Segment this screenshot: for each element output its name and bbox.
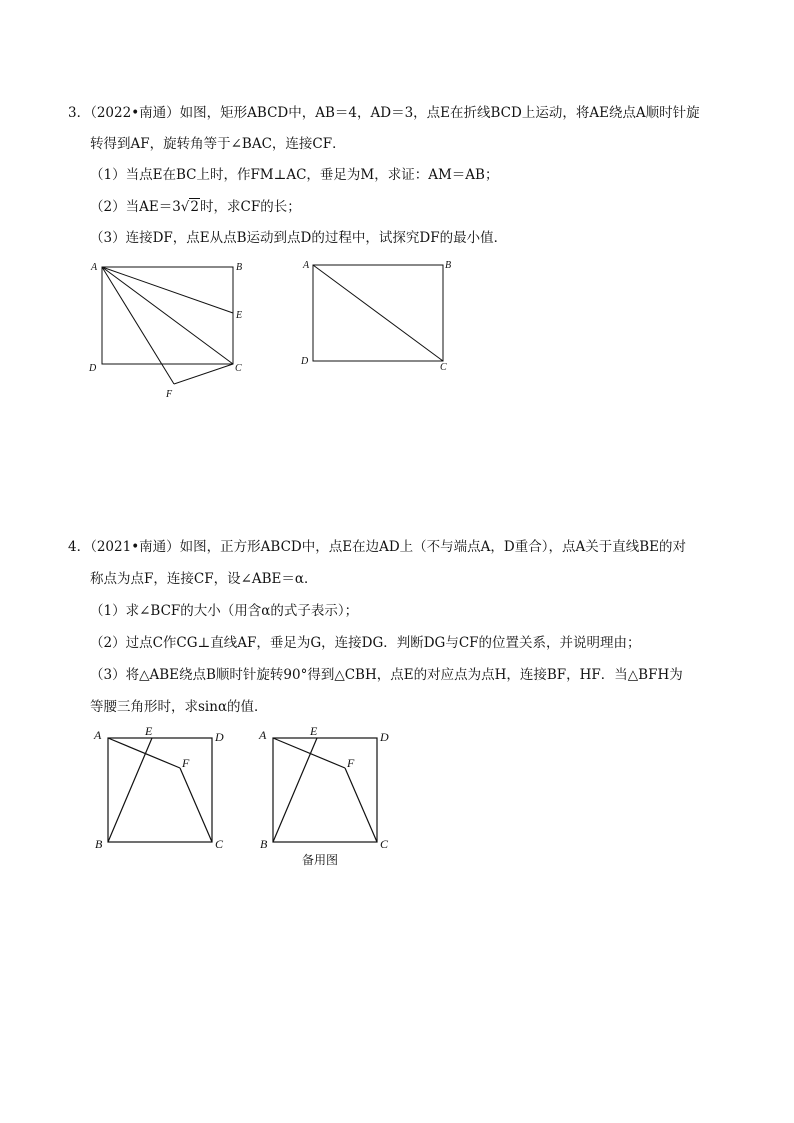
q3-part2 bbox=[90, 198, 301, 216]
q3-fig2-label-d: D bbox=[301, 356, 309, 367]
q4-part1: （1）求∠BCF的大小（用含α的式子表示）； bbox=[90, 603, 359, 619]
q4-part2: （2）过点C作CG⊥直线AF，垂足为G，连接DG．判断DG与CF的位置关系，并说明理由； bbox=[90, 635, 641, 651]
q3-fig2-label-a: A bbox=[303, 260, 310, 271]
q4-fig1-segment-af bbox=[108, 738, 180, 768]
q3-fig2-label-b: B bbox=[445, 260, 452, 271]
q3-fig1-segment-ae bbox=[102, 267, 233, 313]
q4-fig2-label-d: D bbox=[380, 730, 389, 744]
q3-fig1-label-d: D bbox=[89, 363, 97, 374]
q4-fig1-label-a: A bbox=[94, 728, 102, 742]
q3-line2: 转得到AF，旋转角等于∠BAC，连接CF． bbox=[90, 136, 346, 152]
q3-part2-post: 时，求CF的长； bbox=[200, 199, 301, 215]
q4-fig2-segment-fc bbox=[345, 768, 377, 842]
q4-part3: （3）将△ABE绕点B顺时针旋转90°得到△CBH，点E的对应点为点H，连接BF，HF．当△BFH为 bbox=[90, 667, 683, 683]
q4-line1: 4．（2021•南通）如图，正方形ABCD中，点E在边AD上（不与端点A，D重合），点A关于直线BE的对 bbox=[68, 539, 687, 555]
q4-fig2-caption: 备用图 bbox=[302, 853, 339, 867]
q3-fig1-label-e: E bbox=[236, 310, 243, 321]
q3-fig1-segment-cf bbox=[174, 364, 233, 384]
q3-fig1-label-c: C bbox=[235, 363, 242, 374]
q3-fig1-diagonal-ac bbox=[102, 267, 233, 364]
q4-fig1-square bbox=[108, 738, 212, 842]
q3-fig1-rectangle bbox=[102, 267, 233, 364]
q4-part3-continued: 等腰三角形时，求sinα的值． bbox=[90, 699, 268, 715]
q3-part3: （3）连接DF，点E从点B运动到点D的过程中，试探究DF的最小值． bbox=[90, 230, 508, 246]
q4-fig2-label-c: C bbox=[380, 837, 389, 851]
q4-line2: 称点为点F，连接CF，设∠ABE＝α． bbox=[90, 571, 318, 587]
q3-line1: 3．（2022•南通）如图，矩形ABCD中，AB＝4，AD＝3，点E在折线BCD上运动，将AE绕点A顺时针旋 bbox=[68, 105, 700, 121]
q4-fig2-segment-af bbox=[273, 738, 345, 768]
q3-part2-radicand: 2 bbox=[190, 199, 199, 215]
q3-fig1-label-f: F bbox=[166, 389, 173, 400]
q4-fig1-segment-be bbox=[108, 738, 152, 842]
q4-fig1-label-b: B bbox=[95, 837, 103, 851]
q4-fig1-label-c: C bbox=[215, 837, 224, 851]
q4-fig1-label-e: E bbox=[145, 724, 153, 738]
q4-fig1-segment-fc bbox=[180, 768, 212, 842]
q3-part1: （1）当点E在BC上时，作FM⊥AC，垂足为M，求证：AM＝AB； bbox=[90, 167, 499, 183]
q4-fig2-square bbox=[273, 738, 377, 842]
q3-fig2-label-c: C bbox=[440, 362, 447, 373]
q3-part2-pre: （2）当AE＝3 bbox=[90, 199, 181, 215]
q4-fig2-label-f: F bbox=[347, 756, 355, 770]
q3-fig2-rectangle bbox=[313, 265, 443, 361]
q4-fig2-segment-be bbox=[273, 738, 317, 842]
q4-fig2-label-e: E bbox=[310, 724, 318, 738]
q3-fig2-diagonal-ac bbox=[313, 265, 443, 361]
q3-fig1-label-b: B bbox=[236, 262, 243, 273]
q4-fig1-label-f: F bbox=[182, 756, 190, 770]
q4-fig1-label-d: D bbox=[215, 730, 224, 744]
q3-fig1-label-a: A bbox=[91, 262, 98, 273]
q4-fig2-label-a: A bbox=[259, 728, 267, 742]
sqrt-symbol: √2 bbox=[180, 199, 199, 215]
q4-fig2-label-b: B bbox=[260, 837, 268, 851]
q3-fig1-segment-af bbox=[102, 267, 174, 384]
